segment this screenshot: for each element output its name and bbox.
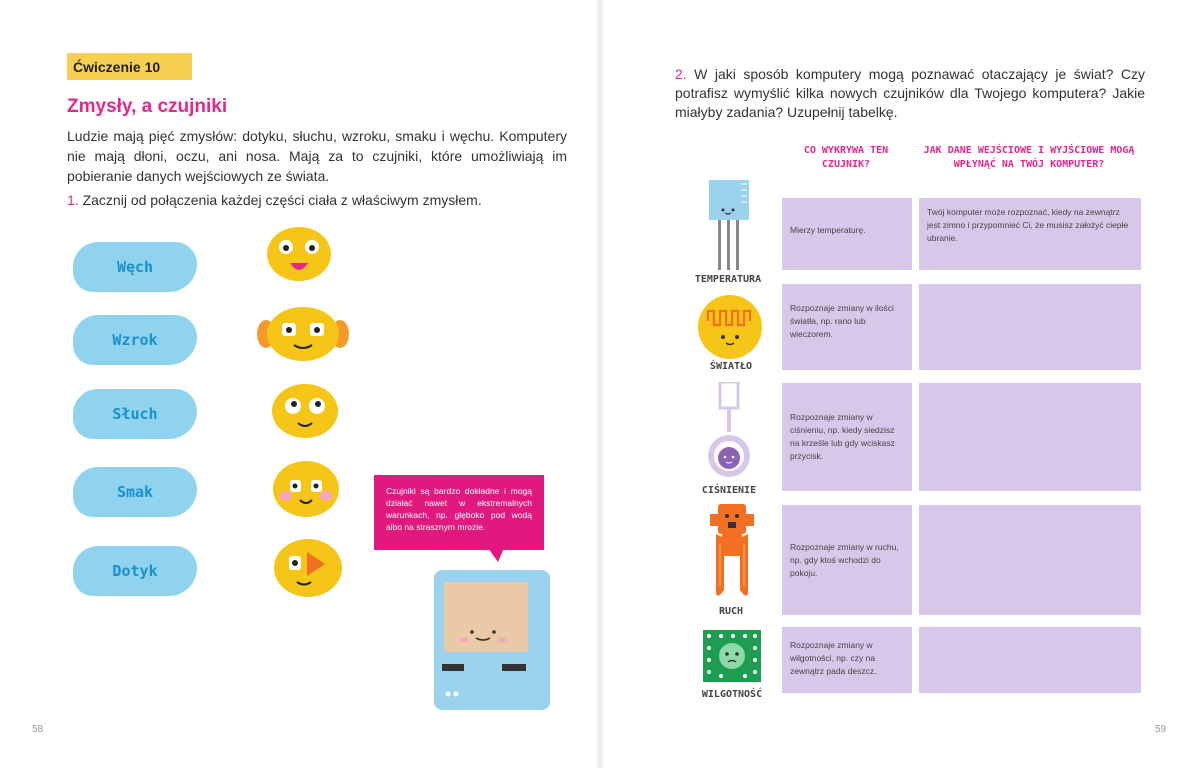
page-number-right: 59 <box>1155 724 1167 735</box>
cell-detects-humidity[interactable]: Rozpoznaje zmiany w wilgotności, np. czy na zewnątrz pada deszcz. <box>782 627 912 693</box>
sense-taste[interactable]: Smak <box>73 467 197 517</box>
sense-touch[interactable]: Dotyk <box>73 546 197 596</box>
humidity-sensor-icon <box>703 630 761 687</box>
cell-effect-temperature[interactable]: Twój komputer może rozpoznać, kiedy na zewnątrz jest zimno i przypomnieć Ci, że musisz założyć ciepłe ubranie. <box>919 198 1141 270</box>
page-number-left: 58 <box>32 724 44 735</box>
nose-face-icon[interactable] <box>272 460 340 518</box>
hand-face-icon[interactable] <box>273 538 343 598</box>
sensor-label-motion: RUCH <box>718 606 744 617</box>
question-1 <box>67 192 482 208</box>
column-header-effect: JAK DANE WEJŚCIOWE I WYJŚCIOWE MOGĄ WPŁYNĄĆ NA TWÓJ KOMPUTER? <box>923 145 1135 170</box>
intro-text: Ludzie mają pięć zmysłów: dotyku, słuchu, wzroku, smaku i węchu. Komputery nie mają dłoni, oczu, ani nosa. Mają za to czujniki, które umożliwiają im pobieranie danych wejściowych ze świata. <box>67 128 567 184</box>
cell-effect-humidity[interactable] <box>919 627 1141 693</box>
sense-sight[interactable]: Wzrok <box>73 315 197 365</box>
sense-smell[interactable]: Węch <box>73 242 197 292</box>
question-2-number: 2. <box>675 66 687 82</box>
cell-effect-pressure[interactable] <box>919 383 1141 491</box>
tongue-face-icon[interactable] <box>266 225 332 283</box>
pressure-sensor-icon <box>707 382 751 485</box>
sensor-label-humidity: WILGOTNOŚĆ <box>701 689 763 700</box>
motion-sensor-icon <box>708 504 756 607</box>
thermometer-sensor-icon <box>707 180 751 277</box>
question-2 <box>675 65 1145 122</box>
speech-bubble: Czujniki są bardzo dokładne i mogą działać nawet w ekstremalnych warunkach, np. głęboko pod wodą albo na strasznym mrozie. <box>374 475 544 550</box>
speech-bubble-tail <box>488 548 504 562</box>
cell-detects-motion[interactable]: Rozpoznaje zmiany w ruchu, np. gdy ktoś wchodzi do pokoju. <box>782 505 912 615</box>
computer-robot-icon <box>432 570 552 715</box>
column-header-detects: CO WYKRYWA TEN CZUJNIK? <box>803 145 889 170</box>
book-gutter <box>596 0 604 768</box>
question-2-text: W jaki sposób komputery mogą poznawać otaczający je świat? Czy potrafisz wymyślić kilka nowych czujników dla Twojego komputera? Jakie miałyby zadania? Uzupełnij tabelkę. <box>675 66 1145 120</box>
cell-detects-temperature[interactable]: Mierzy temperaturę. <box>782 198 912 270</box>
cell-detects-pressure[interactable]: Rozpoznaje zmiany w ciśnieniu, np. kiedy siedzisz na krześle lub gdy wciskasz przycisk. <box>782 383 912 491</box>
cell-effect-light[interactable] <box>919 284 1141 370</box>
question-1-text: Zacznij od połączenia każdej części ciała z właściwym zmysłem. <box>82 192 482 208</box>
ears-face-icon[interactable] <box>256 305 350 363</box>
cell-detects-light[interactable]: Rozpoznaje zmiany w ilości światła, np. rano lub wieczorem. <box>782 284 912 370</box>
light-sensor-icon <box>696 295 764 364</box>
cell-effect-motion[interactable] <box>919 505 1141 615</box>
question-1-number: 1. <box>67 192 79 208</box>
sense-hearing[interactable]: Słuch <box>73 389 197 439</box>
sensor-label-pressure: CIŚNIENIE <box>701 485 757 496</box>
eyes-face-icon[interactable] <box>271 383 339 439</box>
sensor-label-light: ŚWIATŁO <box>709 361 753 372</box>
sensor-label-temperature: TEMPERATURA <box>694 274 762 285</box>
page-title: Zmysły, a czujniki <box>67 96 228 117</box>
exercise-badge: Ćwiczenie 10 <box>67 53 192 80</box>
